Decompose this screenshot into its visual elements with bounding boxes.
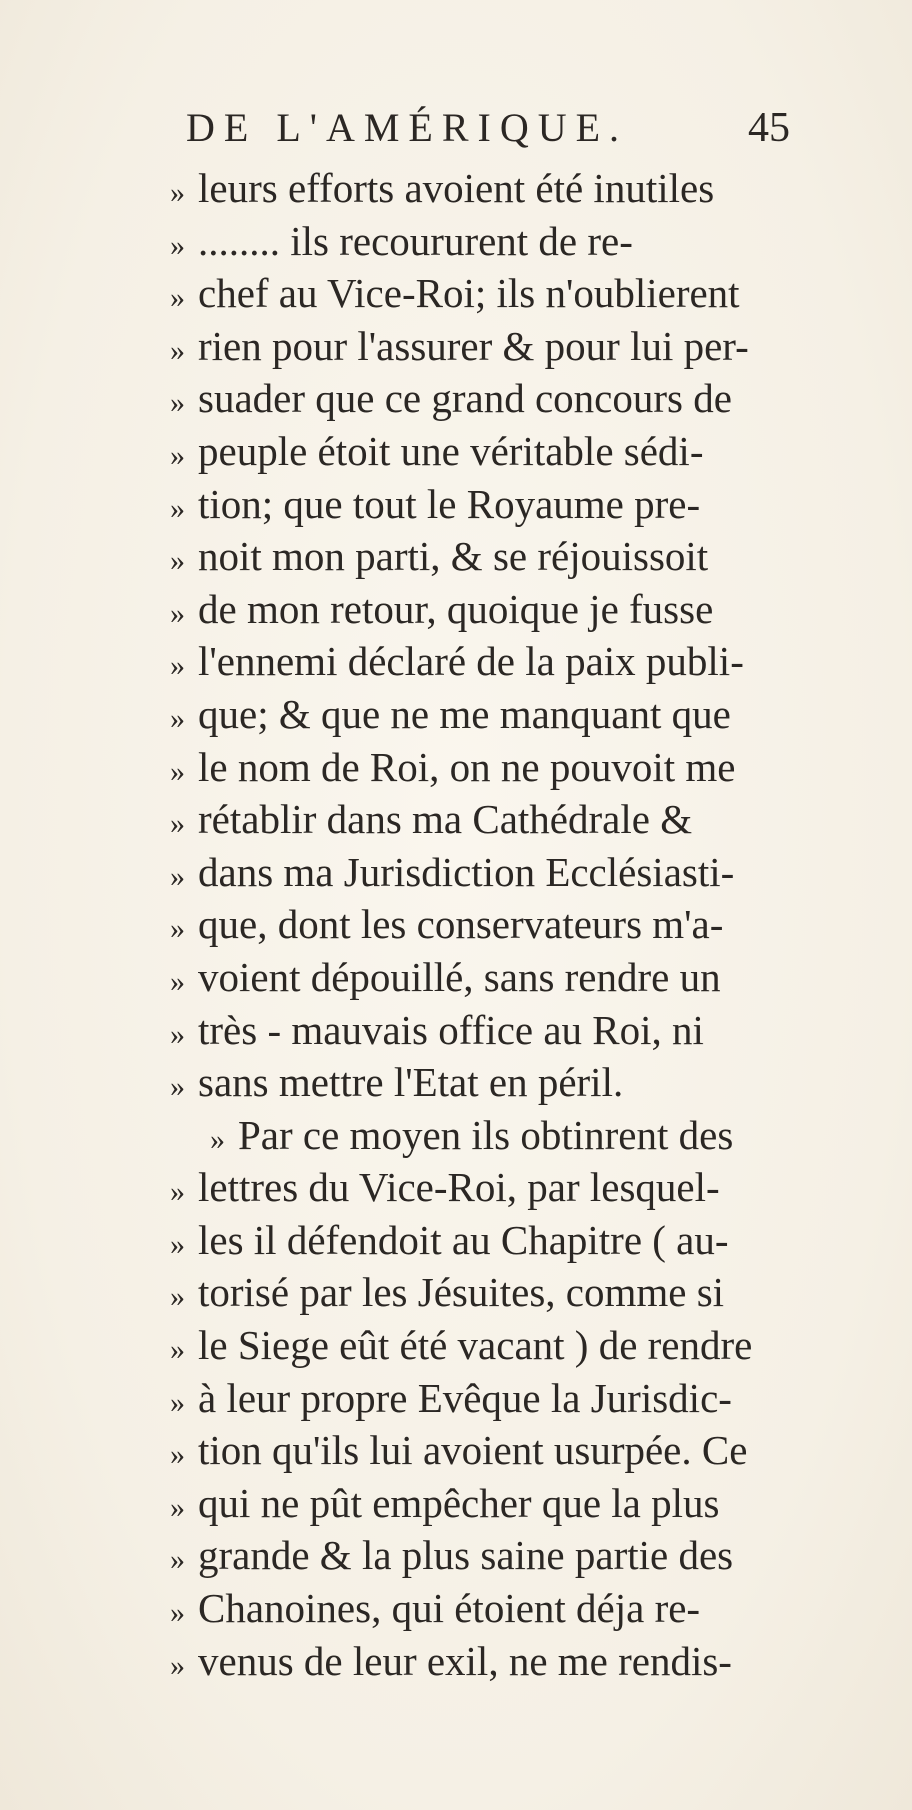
quote-mark: » (170, 544, 185, 578)
line-text: chef au Vice-Roi; ils n'oublierent (198, 270, 740, 317)
line-text: ........ ils recoururent de re- (198, 217, 633, 264)
text-line (170, 1424, 790, 1477)
line-text: le nom de Roi, on ne pouvoit me (198, 743, 736, 790)
quote-mark: » (170, 1438, 185, 1472)
quote-mark: » (170, 701, 185, 735)
text-line (170, 530, 790, 583)
quote-mark: » (170, 386, 185, 420)
quote-mark: » (170, 912, 185, 946)
quote-mark: » (170, 1070, 185, 1104)
text-line (170, 162, 790, 215)
line-text: leurs efforts avoient été inutiles (198, 165, 715, 211)
quote-mark: » (170, 228, 185, 262)
quote-mark: » (170, 1175, 185, 1209)
line-text: tion qu'ils lui avoient usurpée. Ce (198, 1427, 748, 1474)
text-line (170, 741, 790, 794)
quote-mark: » (170, 1017, 185, 1051)
quote-mark: » (170, 596, 185, 630)
text-line (170, 951, 790, 1004)
line-text: de mon retour, quoique je fusse (198, 585, 714, 632)
text-line (170, 1161, 790, 1214)
text-line (170, 793, 790, 846)
line-text: l'ennemi déclaré de la paix publi- (198, 638, 744, 685)
line-text: Par ce moyen ils obtinrent des (238, 1111, 734, 1158)
line-text: venus de leur exil, ne me rendis- (198, 1637, 732, 1684)
text-line (170, 1372, 790, 1425)
text-line (170, 372, 790, 425)
page-number: 45 (748, 105, 790, 151)
line-text: le Siege eût été vacant ) de rendre (198, 1322, 753, 1369)
running-head: DE L'AMÉRIQUE. (186, 105, 629, 150)
page-header (170, 100, 810, 150)
line-text: rétablir dans ma Cathédrale & (198, 796, 693, 843)
line-text: suader que ce grand concours de (198, 375, 732, 422)
line-text: lettres du Vice-Roi, par lesquel- (198, 1164, 720, 1211)
quote-mark: » (170, 1543, 185, 1577)
text-line (170, 1477, 790, 1530)
body-text (170, 162, 790, 1687)
quote-mark: » (170, 491, 185, 525)
line-text: que, dont les conservateurs m'a- (198, 901, 724, 948)
quote-mark: » (170, 964, 185, 998)
line-text: noit mon parti, & se réjouissoit (198, 533, 709, 580)
quote-mark: » (170, 281, 185, 315)
line-text: peuple étoit une véritable sédi- (198, 427, 704, 474)
quote-mark: » (170, 807, 185, 841)
text-line (170, 478, 790, 531)
text-line (170, 1214, 790, 1267)
line-text: dans ma Jurisdiction Ecclésiasti- (198, 848, 735, 895)
quote-mark: » (170, 1648, 185, 1682)
line-text: tion; que tout le Royaume pre- (198, 480, 701, 527)
quote-mark: » (170, 1280, 185, 1314)
quote-mark: » (170, 649, 185, 683)
line-text: torisé par les Jésuites, comme si (198, 1269, 725, 1316)
text-line (170, 898, 790, 951)
quote-mark: » (170, 1596, 185, 1630)
quote-mark: » (170, 438, 185, 472)
text-line (170, 425, 790, 478)
line-text: que; & que ne me manquant que (198, 690, 731, 737)
line-text: grande & la plus saine partie des (198, 1532, 734, 1579)
text-line (170, 846, 790, 899)
line-text: les il défendoit au Chapitre ( au- (198, 1216, 729, 1263)
text-line (170, 1056, 790, 1109)
text-line (170, 320, 790, 373)
quote-mark: » (170, 1490, 185, 1524)
text-line (170, 1109, 790, 1162)
quote-mark: » (170, 754, 185, 788)
line-text: à leur propre Evêque la Jurisdic- (198, 1374, 732, 1421)
quote-mark: » (170, 333, 185, 367)
quote-mark: » (210, 1122, 225, 1156)
line-text: voient dépouillé, sans rendre un (198, 953, 721, 1000)
text-line (170, 1319, 790, 1372)
text-line (170, 635, 790, 688)
text-line (170, 688, 790, 741)
line-text: sans mettre l'Etat en péril. (198, 1059, 624, 1106)
quote-mark: » (170, 176, 185, 209)
quote-mark: » (170, 1385, 185, 1419)
line-text: qui ne pût empêcher que la plus (198, 1479, 720, 1526)
text-line (170, 583, 790, 636)
text-line (170, 1635, 790, 1688)
text-line (170, 1529, 790, 1582)
quote-mark: » (170, 1227, 185, 1261)
text-line (170, 1582, 790, 1635)
text-line (170, 1004, 790, 1057)
quote-mark: » (170, 859, 185, 893)
text-line (170, 1266, 790, 1319)
line-text: très - mauvais office au Roi, ni (198, 1006, 704, 1053)
quote-mark: » (170, 1333, 185, 1367)
text-line (170, 267, 790, 320)
line-text: Chanoines, qui étoient déja re- (198, 1585, 701, 1632)
text-line (170, 215, 790, 268)
line-text: rien pour l'assurer & pour lui per- (198, 322, 749, 369)
